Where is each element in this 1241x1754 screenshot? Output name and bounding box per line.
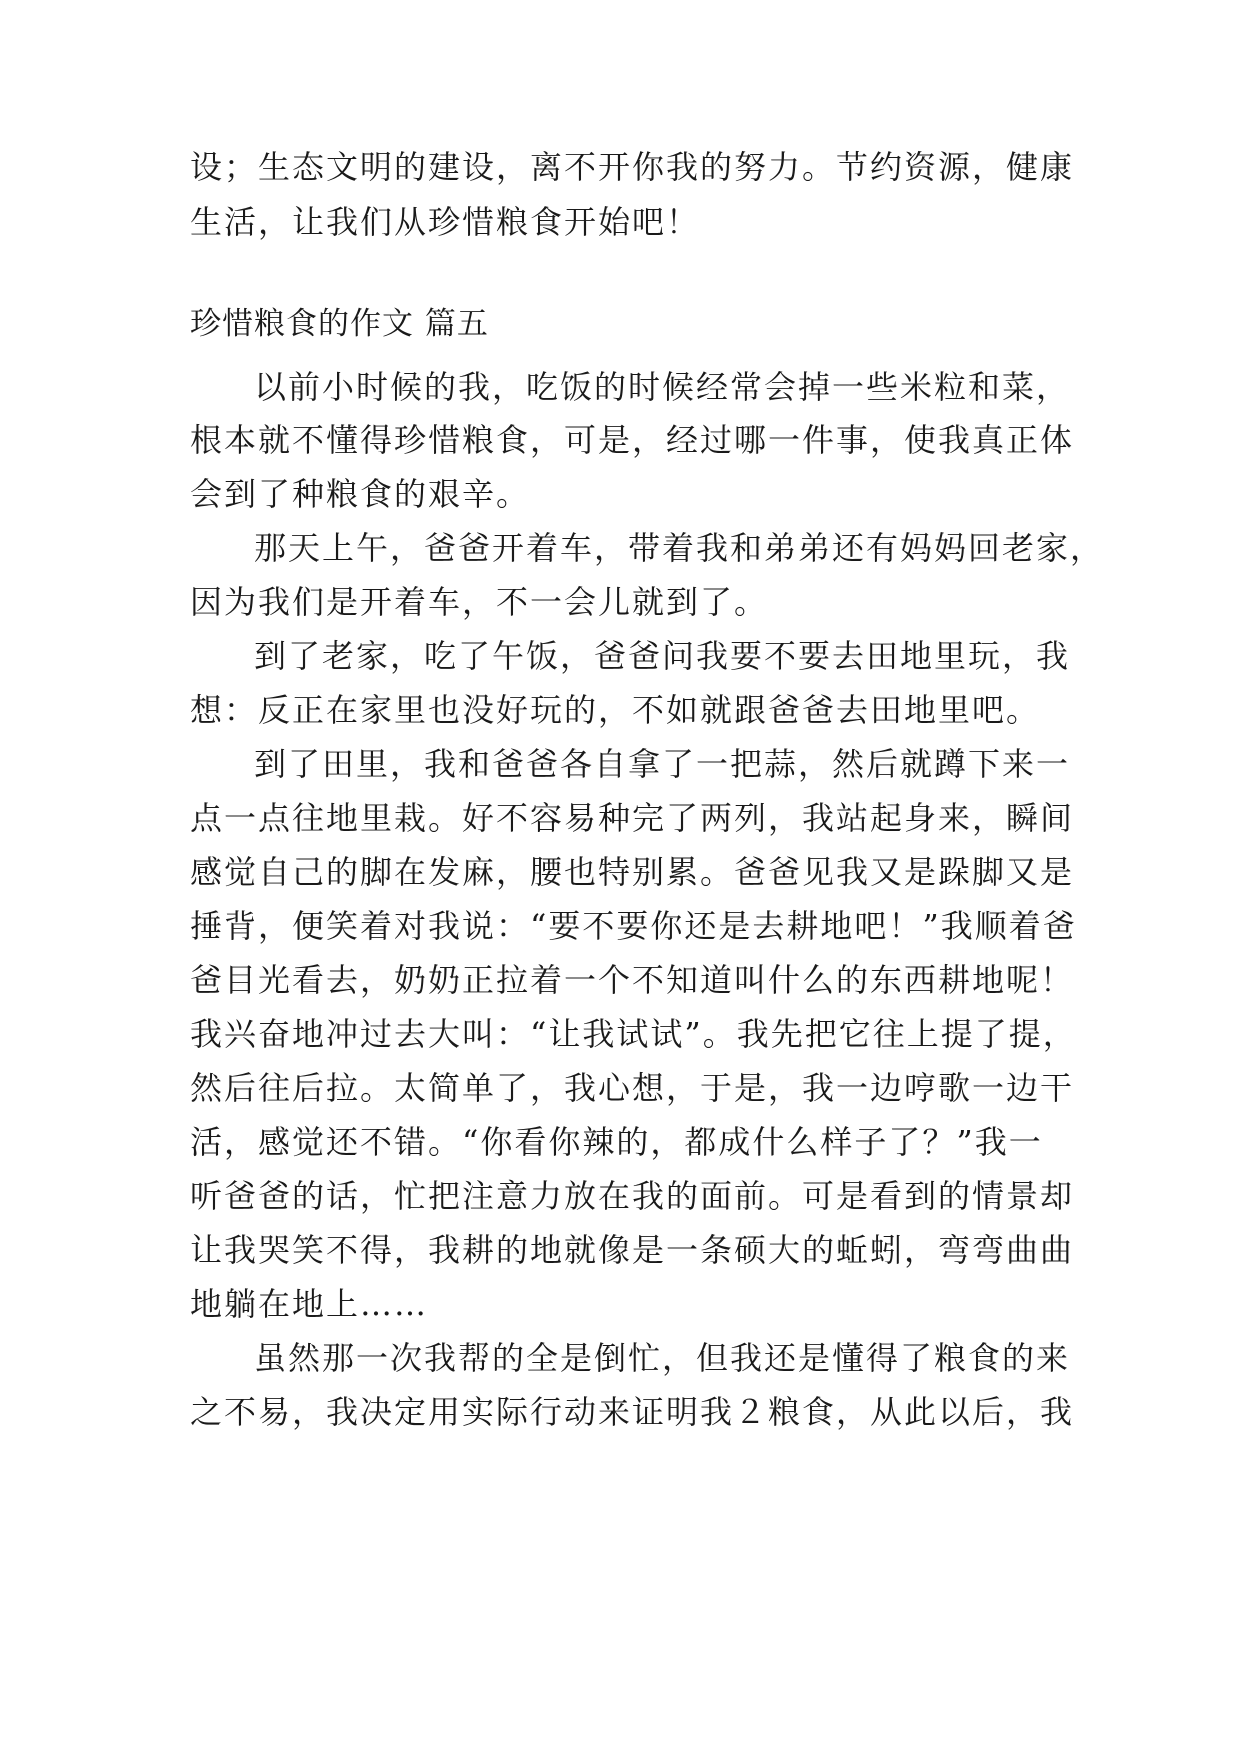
paragraph-first-line: 到了老家，吃了午饭，爸爸问我要不要去田地里玩，我 — [254, 637, 1071, 675]
text-line: 因为我们是开着车，不一会儿就到了。 — [190, 583, 769, 621]
text-line: 生活，让我们从珍惜粮食开始吧！ — [190, 203, 701, 241]
text-line: 听爸爸的话，忙把注意力放在我的面前。可是看到的情景却 — [190, 1177, 1075, 1215]
text-line: 爸目光看去，奶奶正拉着一个不知道叫什么的东西耕地呢！ — [190, 961, 1075, 999]
text-line: 之不易，我决定用实际行动来证明我２粮食，从此以后，我 — [190, 1393, 1075, 1431]
text-line: 设；生态文明的建设，离不开你我的努力。节约资源，健康 — [190, 148, 1075, 186]
paragraph-first-line: 以前小时候的我，吃饭的时候经常会掉一些米粒和菜， — [254, 368, 1071, 406]
text-line: 活，感觉还不错。“你看你辣的，都成什么样子了？”我一 — [190, 1123, 1043, 1161]
paragraph-first-line: 虽然那一次我帮的全是倒忙，但我还是懂得了粮食的来 — [254, 1339, 1071, 1377]
paragraph-first-line: 那天上午，爸爸开着车，带着我和弟弟还有妈妈回老家， — [254, 529, 1105, 567]
text-line: 捶背，便笑着对我说：“要不要你还是去耕地吧！”我顺着爸 — [190, 907, 1077, 945]
text-line: 会到了种粮食的艰辛。 — [190, 475, 531, 513]
text-line: 我兴奋地冲过去大叫：“让我试试”。我先把它往上提了提， — [190, 1015, 1077, 1053]
section-heading: 珍惜粮食的作文 篇五 — [190, 306, 489, 342]
paragraph-first-line: 到了田里，我和爸爸各自拿了一把蒜，然后就蹲下来一 — [254, 745, 1071, 783]
text-line: 地躺在地上…… — [190, 1285, 429, 1323]
text-line: 让我哭笑不得，我耕的地就像是一条硕大的蚯蚓，弯弯曲曲 — [190, 1231, 1075, 1269]
text-line: 想：反正在家里也没好玩的，不如就跟爸爸去田地里吧。 — [190, 691, 1041, 729]
text-line: 然后往后拉。太简单了，我心想，于是，我一边哼歌一边干 — [190, 1069, 1075, 1107]
text-line: 点一点往地里栽。好不容易种完了两列，我站起身来，瞬间 — [190, 799, 1075, 837]
text-line: 根本就不懂得珍惜粮食，可是，经过哪一件事，使我真正体 — [190, 421, 1075, 459]
text-line: 感觉自己的脚在发麻，腰也特别累。爸爸见我又是跺脚又是 — [190, 853, 1075, 891]
